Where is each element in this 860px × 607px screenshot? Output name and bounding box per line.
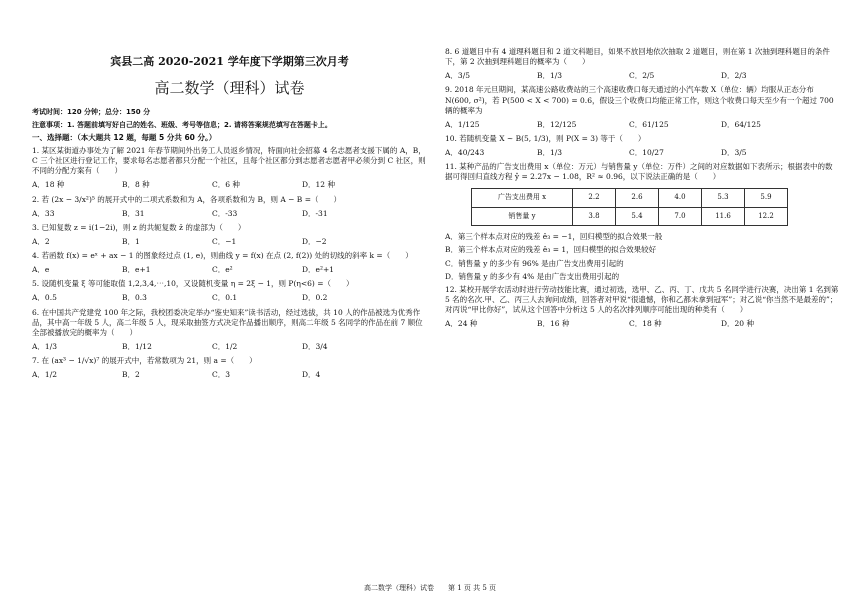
row-label: 广告支出费用 x	[472, 189, 573, 207]
option-a: A．3/5	[445, 71, 470, 81]
option-c: C．1/2	[212, 341, 238, 351]
option-c: C．e²	[212, 265, 233, 275]
question-text: 9. 2018 年元旦期间，某高速公路收费站的三个高速收费口每天通过的小汽车数 X（单位：辆）均服从正态分布 N(600, σ²)，若 P(500 < X < 700) = 0.6，假设三个收费口均能正常工作，则这个收费口每天至少有一个超过 700 辆的概率为	[445, 85, 834, 115]
page-footer: 高二数学（理科）试卷 第 1 页 共 5 页	[363, 584, 497, 592]
question-10	[445, 134, 840, 158]
question-text: 8. 6 道题目中有 4 道理科题目和 2 道文科题目，如果不放回地依次抽取 2 道题目，则在第 1 次抽到理科题目的条件下，第 2 次抽到理科题目的概率为（ ）	[445, 47, 830, 67]
table-row	[472, 207, 788, 225]
option-c: C．−1	[212, 236, 237, 246]
option-b: B．第三个样本点对应的残差 ê₃ = 1，回归模型的拟合效果较好	[445, 245, 657, 255]
option-c: C．6 种	[212, 180, 240, 190]
question-text: 2. 若 (2x − 3/x²)⁵ 的展开式中的二项式系数和为 A，各项系数和为 B，则 A − B =（ ）	[32, 194, 341, 204]
option-a: A．24 种	[445, 319, 478, 329]
option-a: A．2	[32, 236, 50, 246]
option-c: C．61/125	[629, 119, 669, 129]
option-b: B．1/12	[122, 341, 152, 351]
option-c: C．18 种	[629, 319, 662, 329]
option-b: B．1	[122, 236, 140, 246]
option-a: A．1/2	[32, 370, 57, 380]
option-d: D．20 种	[721, 319, 754, 329]
question-6	[32, 308, 427, 353]
question-8	[445, 47, 840, 81]
option-d: D．e²+1	[302, 265, 335, 275]
option-a: A．0.5	[32, 293, 57, 303]
question-9	[445, 85, 840, 130]
table-cell: 5.4	[616, 207, 659, 225]
data-table	[471, 188, 788, 226]
table-cell: 3.8	[573, 207, 616, 225]
options-row	[32, 370, 427, 380]
question-text: 1. 某区某街道办事处为了解 2021 年春节期间外出务工人员返乡情况，特面向社会招募 4 名志愿者支援下属的 A，B，C 三个社区进行登记工作，要求每名志愿者都只分配一个社区，且每个社区都分到志愿者志愿者甲必须分到 C 社区，则不同的分配方案有（ ）	[32, 146, 426, 176]
option-d: D．-31	[302, 208, 328, 218]
option-a: A．1/3	[32, 341, 57, 351]
option-d: D．销售量 y 的多少有 4% 是由广告支出费用引起的	[445, 271, 620, 281]
option-b: B．8 种	[122, 180, 150, 190]
question-text: 6. 在中国共产党建党 100 年之际，我校团委决定举办“鉴史知来”读书活动，经过选拔，共 10 人的作品被选为优秀作品，其中高一年级 5 人，高二年级 5 人，现采取抽签方式决定作品播出顺序，则高二年级 5 名同学的作品在前 7 顺位全部被播放完的概率为（ ）	[32, 307, 423, 337]
options-row	[445, 71, 840, 81]
question-12	[445, 285, 840, 330]
option-b: B．1/3	[537, 71, 563, 81]
option-b: B．e+1	[122, 265, 151, 275]
question-11	[445, 162, 840, 282]
option-c: C．10/27	[629, 148, 664, 157]
question-text: 7. 在 (ax³ − 1/√x)⁷ 的展开式中，若常数项为 21，则 a =（ ）	[32, 356, 257, 366]
question-text: 5. 设随机变量 ξ 等可能取值 1,2,3,4,⋯,10，又设随机变量 η = 2ξ − 1，则 P(η<6) =（ ）	[32, 279, 354, 289]
option-d: D．3/5	[721, 148, 747, 157]
table-cell: 7.0	[659, 207, 702, 225]
option-c: C．2/5	[629, 71, 655, 81]
option-d: D．−2	[302, 236, 327, 246]
option-d: D．0.2	[302, 293, 328, 303]
option-c: C．销售量 y 的多少有 96% 是由广告支出费用引起的	[445, 258, 624, 268]
table-cell: 5.9	[745, 189, 788, 207]
option-b: B．0.3	[122, 293, 147, 303]
option-a: A．e	[32, 265, 50, 275]
question-2	[32, 195, 427, 219]
question-text: 11. 某种产品的广告支出费用 x（单位：万元）与销售量 y（单位：万件）之间的对应数据如下表所示；根据表中的数据可得回归直线方程 ŷ = 2.27x − 1.08，R² ≈ 0.96，以下说法正确的是（ ）	[445, 162, 833, 182]
option-b: B．2	[122, 370, 140, 380]
exam-subtitle: 高二数学（理科）试卷	[154, 78, 305, 97]
table-cell: 2.2	[573, 189, 616, 207]
option-a: A．第三个样本点对应的残差 ê₃ = −1，回归模型的拟合效果一般	[445, 232, 663, 242]
options-row	[445, 148, 840, 158]
left-column	[32, 0, 427, 384]
options-row	[445, 120, 840, 130]
question-5	[32, 279, 427, 303]
table-cell: 4.0	[659, 189, 702, 207]
options-row	[445, 319, 840, 329]
options-row	[32, 342, 427, 352]
option-a: A．1/125	[445, 119, 480, 129]
right-column	[445, 44, 840, 333]
option-d: D．2/3	[721, 71, 747, 81]
question-4	[32, 251, 427, 275]
options-row	[32, 180, 427, 190]
table-cell: 12.2	[745, 207, 788, 225]
question-7	[32, 356, 427, 380]
option-d: D．3/4	[302, 341, 328, 351]
question-text: 10. 若随机变量 X ~ B(5, 1/3)，则 P(X = 3) 等于（ ）	[445, 133, 646, 143]
option-b: B．12/125	[537, 119, 577, 129]
question-text: 12. 某校开展学农活动时进行劳动技能比赛，通过初选，选甲、乙、丙、丁、戊共 5 名同学进行决赛，决出第 1 名到第 5 名的名次.甲、乙、丙三人去询问成绩，回答者对甲说“很遗憾，你和乙都未拿到冠军”；对乙说“你当然不是最差的”；对丙说“甲比你好”，试从这个回答中分析这 5 人的名次排列顺序可能出现的种类有（ ）	[445, 284, 839, 314]
question-3	[32, 223, 427, 247]
option-b: B．16 种	[537, 319, 570, 329]
table-cell: 2.6	[616, 189, 659, 207]
question-1	[32, 146, 427, 191]
question-text: 3. 已知复数 z = i(1−2i)，则 z 的共轭复数 z̄ 的虚部为（ ）	[32, 222, 246, 232]
option-a: A．18 种	[32, 180, 65, 190]
options-row	[32, 209, 427, 219]
option-d: D．12 种	[302, 180, 335, 190]
exam-info: 考试时间：120 分钟；总分：150 分	[32, 108, 151, 117]
table-row	[472, 189, 788, 207]
option-b: B．1/3	[537, 148, 563, 157]
options-row	[32, 237, 427, 247]
option-d: D．4	[302, 370, 321, 380]
option-d: D．64/125	[721, 119, 761, 129]
exam-title: 宾县二高 2020-2021 学年度下学期第三次月考	[110, 55, 349, 68]
option-c: C．0.1	[212, 293, 238, 303]
option-a: A．33	[32, 208, 55, 218]
options-row	[32, 265, 427, 275]
question-text: 4. 若函数 f(x) = eˣ + ax − 1 的图象经过点 (1, e)，则曲线 y = f(x) 在点 (2, f(2)) 处的切线的斜率 k =（ ）	[32, 251, 413, 261]
option-b: B．31	[122, 208, 145, 218]
exam-notice: 注意事项：1. 答题前填写好自己的姓名、班级、考号等信息；2. 请将答案规范填写在答题卡上。	[32, 120, 332, 129]
option-a: A．40/243	[445, 148, 485, 157]
section-heading: 一、选择题：（本大题共 12 题，每题 5 分共 60 分。）	[32, 132, 217, 142]
row-label: 销售量 y	[472, 207, 573, 225]
table-cell: 11.6	[702, 207, 745, 225]
options-row	[32, 293, 427, 303]
option-c: C．3	[212, 370, 231, 380]
table-cell: 5.3	[702, 189, 745, 207]
option-c: C．-33	[212, 208, 238, 218]
